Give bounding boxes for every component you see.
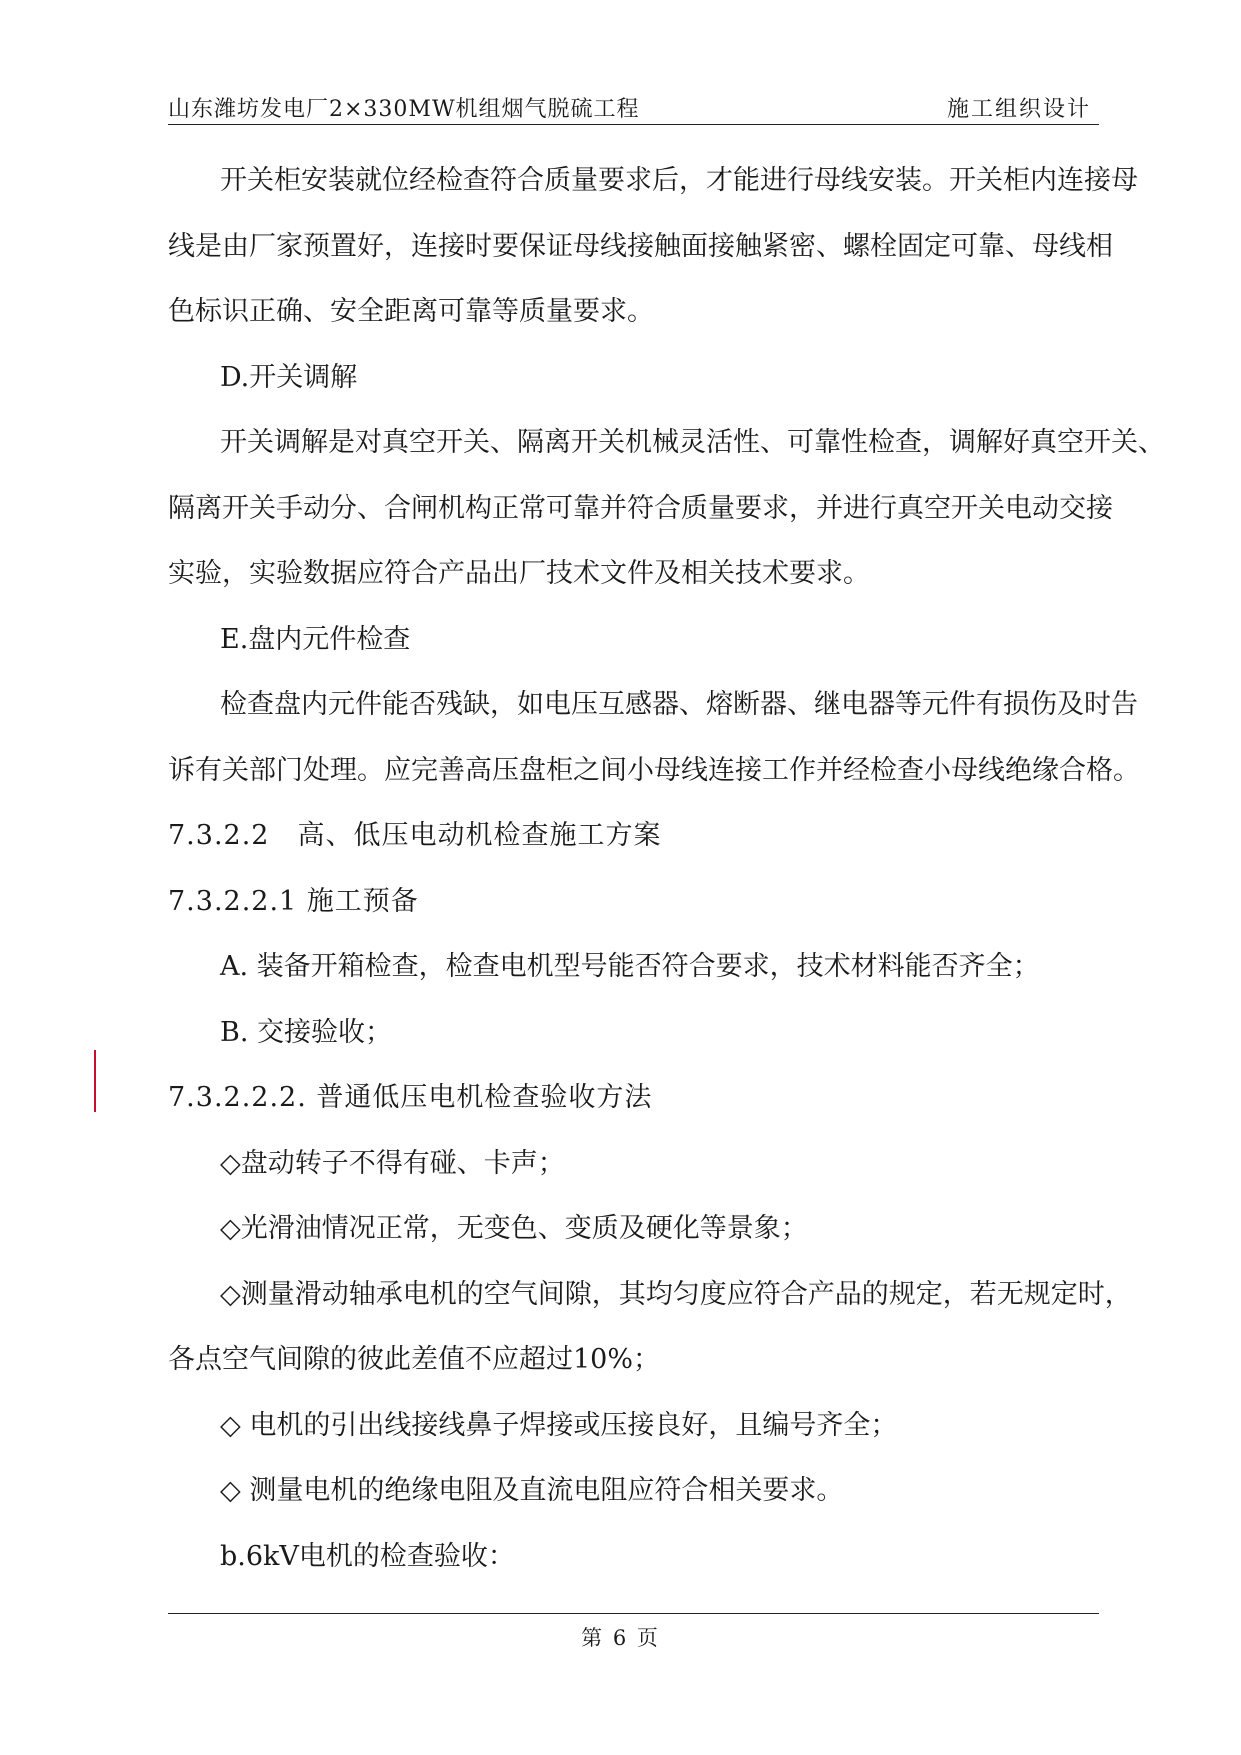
body-paragraph-line: ◇光滑油情况正常，无变色、变质及硬化等景象； [220,1213,808,1244]
body-paragraph-line: E.盘内元件检查 [220,623,411,655]
body-paragraph-line: 诉有关部门处理。应完善高压盘柜之间小母线连接工作并经检查小母线绝缘合格。 [168,754,1140,786]
body-paragraph-line: 各点空气间隙的彼此差值不应超过10%； [168,1344,661,1375]
revision-change-bar [94,1050,96,1112]
body-paragraph-line: 开关调解是对真空开关、隔离开关机械灵活性、可靠性检查，调解好真空开关、 [220,427,1165,458]
body-paragraph-line: ◇ 测量电机的绝缘电阻及直流电阻应符合相关要求。 [220,1475,844,1506]
body-paragraph-line: ◇ 电机的引出线接线鼻子焊接或压接良好，且编号齐全； [220,1409,898,1441]
body-paragraph-line: 色标识正确、安全距离可靠等质量要求。 [168,296,654,327]
body-paragraph-line: 检查盘内元件能否残缺，如电压互感器、熔断器、继电器等元件有损伤及时告 [220,689,1138,720]
header-project-title: 山东潍坊发电厂2×330MW机组烟气脱硫工程 [168,97,640,122]
section-heading: 7.3.2.2.2. 普通低压电机检查验收方法 [168,1082,653,1113]
body-paragraph-line: B. 交接验收； [220,1016,393,1048]
body-paragraph-line: 线是由厂家预置好，连接时要保证母线接触面接触紧密、螺栓固定可靠、母线相 [168,230,1113,262]
body-paragraph-line: D.开关调解 [220,361,358,393]
section-heading: 7.3.2.2 高、低压电动机检查施工方案 [168,820,662,851]
page-number: 第 6 页 [581,1626,660,1650]
body-paragraph-line: ◇测量滑动轴承电机的空气间隙，其均匀度应符合产品的规定，若无规定时， [220,1278,1132,1310]
section-heading: 7.3.2.2.1 施工预备 [168,885,419,917]
body-paragraph-line: b.6kV电机的检查验收： [220,1540,515,1572]
footer-rule [168,1613,1099,1614]
body-paragraph-line: A. 装备开箱检查，检查电机型号能否符合要求，技术材料能否齐全； [220,951,1040,982]
body-paragraph-line: 隔离开关手动分、合闸机构正常可靠并符合质量要求，并进行真空开关电动交接 [168,492,1113,524]
body-paragraph-line: 开关柜安装就位经检查符合质量要求后，才能进行母线安装。开关柜内连接母 [220,165,1138,196]
body-paragraph-line: ◇盘动转子不得有碰、卡声； [220,1147,565,1179]
body-paragraph-line: 实验，实验数据应符合产品出厂技术文件及相关技术要求。 [168,558,870,589]
body-text [168,158,1165,1599]
header-rule [168,124,1099,125]
header-document-type: 施工组织设计 [946,97,1091,122]
